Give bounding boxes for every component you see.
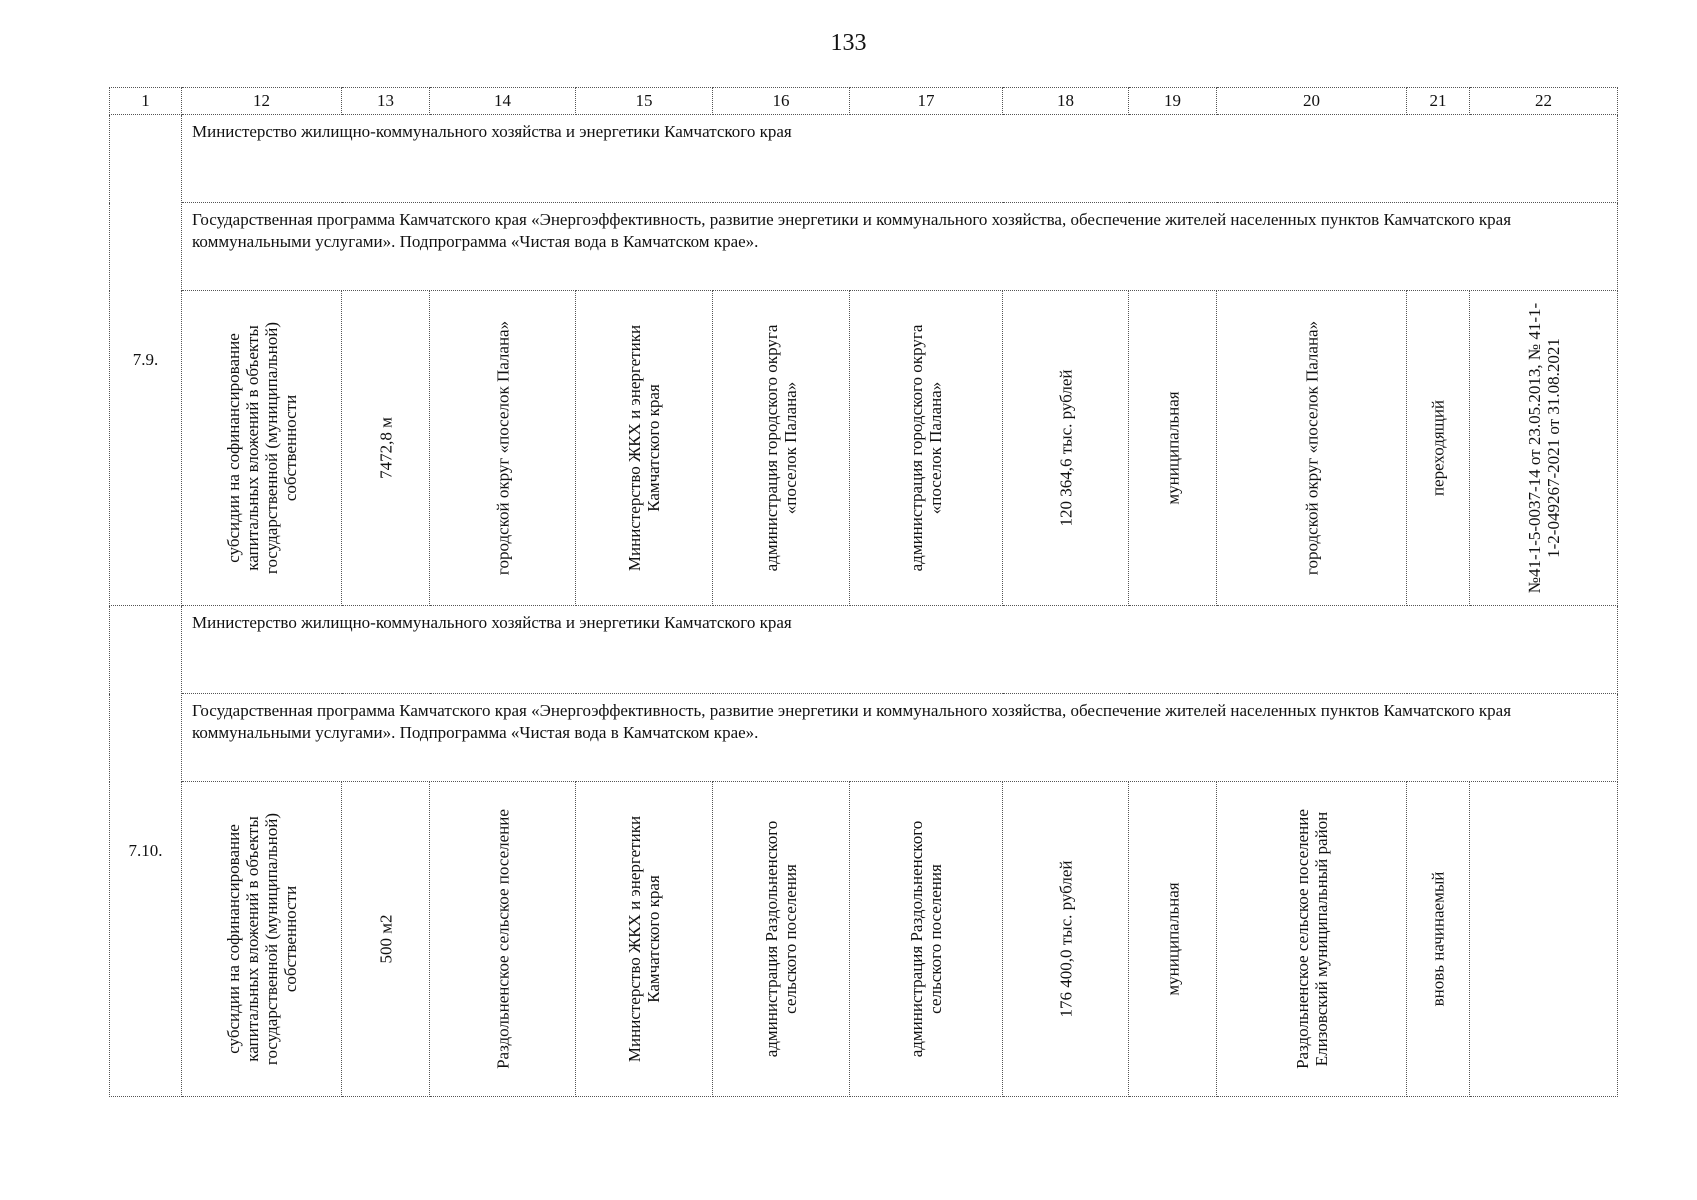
cell-text: 7472,8 м [376,417,395,479]
entry-index: 7.10. [110,606,182,1097]
header-col-22: 22 [1470,88,1618,115]
header-col-13: 13 [342,88,430,115]
cell-text: муниципальная [1163,882,1182,996]
entry-details-row [110,782,1618,1097]
header-col-14: 14 [430,88,576,115]
cell-text: вновь начинаемый [1428,871,1448,1007]
cell-text: администрация Раздольненского сельского поселения [762,820,800,1058]
cell-text: Раздольненское сельское поселение Елизовский муниципальный район [1292,809,1331,1069]
entry-details-row [110,291,1618,606]
cell-responsible-ministry [576,782,713,1097]
cell-text: переходящий [1428,399,1448,497]
cell-ownership [1129,782,1217,1097]
cell-ownership [1129,291,1217,606]
cell-text: №41-1-5-0037-14 от 23.05.2013, № 41-1-1-2-049267-2021 от 31.08.2021 [1524,302,1563,594]
cell-location [430,782,576,1097]
cell-status [1407,291,1470,606]
cell-customer [713,291,850,606]
header-col-19: 19 [1129,88,1217,115]
entry-index: 7.9. [110,115,182,606]
program-name: Государственная программа Камчатского края «Энергоэффективность, развитие энергетики и коммунального хозяйства, обеспечение жителей населенных пунктов Камчатского края коммунальными услугами». Подпрограмма «Чистая вода в Камчатском крае». [182,694,1618,782]
cell-developer [850,291,1003,606]
entry-ministry-row [110,606,1618,694]
cell-expertise [1470,291,1618,606]
cell-customer [713,782,850,1097]
header-col-1: 1 [110,88,182,115]
cell-location [430,291,576,606]
cell-expertise [1470,782,1618,1097]
cell-text: Министерство ЖКХ и энергетики Камчатского края [625,324,663,572]
cell-text: администрация городского округа «поселок Палана» [907,324,945,572]
cell-text: 176 400,0 тыс. рублей [1056,860,1075,1018]
header-row [110,88,1618,115]
cell-text: муниципальная [1163,391,1182,505]
cell-text: Раздольненское сельское поселение [493,809,512,1069]
cell-status [1407,782,1470,1097]
cell-funding-type [182,291,342,606]
cell-owner [1217,782,1407,1097]
cell-text: 500 м2 [376,914,395,964]
cell-capacity [342,291,430,606]
cell-funding-type [182,782,342,1097]
cell-cost [1003,782,1129,1097]
cell-responsible-ministry [576,291,713,606]
ministry-name: Министерство жилищно-коммунального хозяйства и энергетики Камчатского края [182,606,1618,694]
entry-program-row [110,694,1618,782]
header-col-16: 16 [713,88,850,115]
ministry-name: Министерство жилищно-коммунального хозяйства и энергетики Камчатского края [182,115,1618,203]
cell-developer [850,782,1003,1097]
page-number: 133 [830,30,867,56]
header-col-17: 17 [850,88,1003,115]
projects-table [109,87,1618,1097]
header-col-12: 12 [182,88,342,115]
header-col-20: 20 [1217,88,1407,115]
cell-text: городской округ «поселок Палана» [1302,320,1321,576]
cell-text: городской округ «поселок Палана» [493,320,512,576]
cell-text: субсидии на софинансирование капитальных вложений в объекты государственной (муниципальной) собственности [223,321,300,575]
cell-text: 120 364,6 тыс. рублей [1056,369,1075,527]
program-name: Государственная программа Камчатского края «Энергоэффективность, развитие энергетики и коммунального хозяйства, обеспечение жителей населенных пунктов Камчатского края коммунальными услугами». Подпрограмма «Чистая вода в Камчатском крае». [182,203,1618,291]
header-col-18: 18 [1003,88,1129,115]
cell-owner [1217,291,1407,606]
header-col-21: 21 [1407,88,1470,115]
entry-program-row [110,203,1618,291]
cell-text: администрация Раздольненского сельского поселения [907,820,945,1058]
cell-text: субсидии на софинансирование капитальных вложений в объекты государственной (муниципальной) собственности [223,812,300,1066]
cell-text: Министерство ЖКХ и энергетики Камчатского края [625,815,663,1063]
entry-ministry-row [110,115,1618,203]
cell-cost [1003,291,1129,606]
header-col-15: 15 [576,88,713,115]
cell-capacity [342,782,430,1097]
cell-text: администрация городского округа «поселок Палана» [762,324,800,572]
